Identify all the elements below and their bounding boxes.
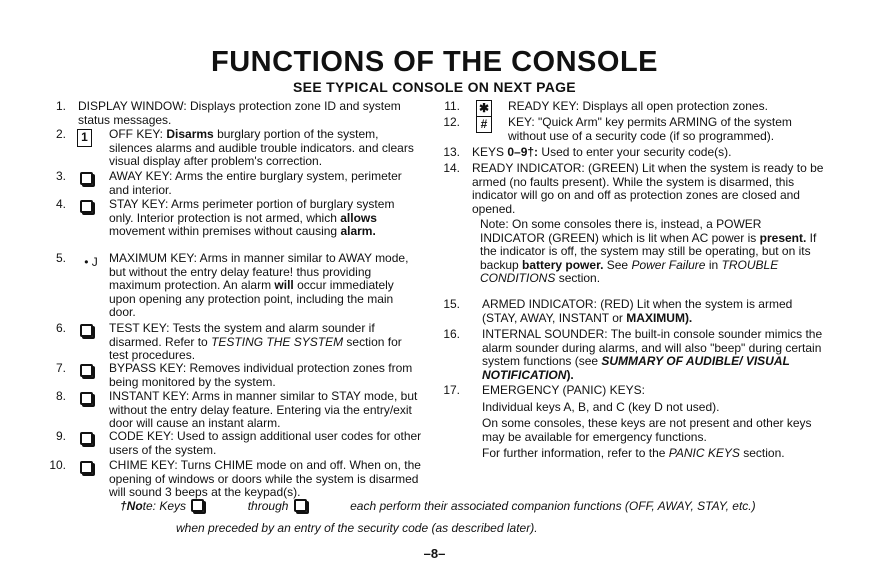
item-text: INSTANT KEY: Arms in manner similar to STAY mode, but without the entry delay feature. Entering via the entry/exit door will cause an instant alarm. xyxy=(109,389,418,430)
item-number: 17. xyxy=(443,383,460,397)
list-item-internal-sounder xyxy=(436,328,828,384)
page-subtitle: SEE TYPICAL CONSOLE ON NEXT PAGE xyxy=(293,79,576,95)
list-item-ready-key xyxy=(436,100,828,116)
page-title: FUNCTIONS OF THE CONSOLE xyxy=(211,46,658,78)
list-item-armed-indicator xyxy=(436,298,828,328)
list-item-number-keys xyxy=(436,146,828,162)
item-number: 10. xyxy=(49,458,66,472)
item-text: CHIME KEY: Turns CHIME mode on and off. When on, the opening of windows or doors while the system is disarmed will sound 3 beeps at the keypad(s). xyxy=(109,458,421,499)
pound-key-icon: # xyxy=(476,116,492,133)
key-square-icon xyxy=(191,499,204,512)
list-item-code-key xyxy=(40,430,422,459)
item-text: BYPASS KEY: Removes individual protection zones from being monitored by the system. xyxy=(109,361,413,389)
maximum-key-icon: • J xyxy=(84,255,98,269)
emergency-keys-detail: For further information, refer to the PANIC KEYS section. xyxy=(482,446,785,460)
item-text: KEYS 0–9†: Used to enter your security code(s). xyxy=(472,145,732,159)
list-item-emergency-keys xyxy=(436,384,828,461)
list-item-maximum-key xyxy=(40,252,422,322)
star-key-icon: ✱ xyxy=(476,100,492,117)
item-text: KEY: "Quick Arm" key permits ARMING of the system without use of a security code (if so programmed). xyxy=(508,115,792,143)
item-text: MAXIMUM KEY: Arms in manner similar to AWAY mode, but without the entry delay feature! thus providing maximum protection. An alarm will occur immediately upon opening any protection point, including the main door. xyxy=(109,251,409,319)
item-number: 8. xyxy=(55,389,66,403)
list-item-quick-arm-key xyxy=(436,116,828,146)
item-number: 15. xyxy=(443,297,460,311)
item-text: EMERGENCY (PANIC) KEYS: xyxy=(482,383,645,397)
item-text: READY KEY: Displays all open protection zones. xyxy=(508,99,768,113)
item-number: 9. xyxy=(55,429,66,443)
list-item-away-key xyxy=(40,170,422,198)
list-item-display-window xyxy=(40,100,422,128)
list-item-stay-key xyxy=(40,198,422,252)
item-number: 16. xyxy=(443,327,460,341)
item-number: 2. xyxy=(55,127,66,141)
list-item-bypass-key xyxy=(40,362,422,390)
chime-key-icon xyxy=(80,461,93,474)
item-number: 14. xyxy=(443,161,460,175)
item-number: 7. xyxy=(55,361,66,375)
emergency-keys-detail: On some consoles, these keys are not present and other keys may be available for emergency functions. xyxy=(482,416,812,444)
page-number: –8– xyxy=(423,546,446,561)
test-key-icon xyxy=(80,324,93,337)
code-key-icon xyxy=(80,432,93,445)
item-text: READY INDICATOR: (GREEN) Lit when the system is ready to be armed (no faults present). While the system is disarmed, this indicator will go on and off as protection zones are closed and opened. xyxy=(472,161,824,216)
right-column xyxy=(436,100,828,461)
instant-key-icon xyxy=(80,392,93,405)
item-text: ARMED INDICATOR: (RED) Lit when the system is armed (STAY, AWAY, INSTANT or MAXIMUM). xyxy=(482,297,793,325)
item-number: 5. xyxy=(55,251,66,265)
item-number: 13. xyxy=(443,145,460,159)
list-item-chime-key xyxy=(40,459,422,500)
item-number: 12. xyxy=(443,115,460,129)
footnote-mark: †No xyxy=(120,499,143,513)
bypass-key-icon xyxy=(80,364,93,377)
footnote: †Note: Keys through each perform their associated companion functions (OFF, AWAY, STAY, etc.) when preceded by an entry of the security code (as described later). xyxy=(120,499,756,535)
item-number: 1. xyxy=(55,99,66,113)
emergency-keys-detail: Individual keys A, B, and C (key D not used). xyxy=(482,399,720,414)
item-number: 11. xyxy=(444,99,460,113)
away-key-icon xyxy=(80,172,93,185)
item-number: 6. xyxy=(55,321,66,335)
item-text: OFF KEY: Disarms burglary portion of the system, silences alarms and audible trouble indicators. and clears visual display after problem's correction. xyxy=(109,127,414,168)
stay-key-icon xyxy=(80,200,93,213)
item-text: TEST KEY: Tests the system and alarm sounder if disarmed. Refer to TESTING THE SYSTEM section for test procedures. xyxy=(109,321,402,362)
item-number: 4. xyxy=(55,197,66,211)
list-item-instant-key xyxy=(40,390,422,430)
item-text: AWAY KEY: Arms the entire burglary system, perimeter and interior. xyxy=(109,169,402,197)
item-text: CODE KEY: Used to assign additional user codes for other users of the system. xyxy=(109,429,422,457)
list-item-off-key xyxy=(40,128,422,170)
list-item-test-key xyxy=(40,322,422,362)
off-key-icon: 1 xyxy=(77,129,92,147)
item-text: INTERNAL SOUNDER: The built-in console sounder mimics the alarm sounder during alarms, and will also "beep" during certain system functions (see SUMMARY OF AUDIBLE/ VISUAL NOTIFICATION). xyxy=(482,327,823,382)
item-text: STAY KEY: Arms perimeter portion of burglary system only. Interior protection is not armed, which allows movement within premises without causing alarm. xyxy=(109,197,395,238)
power-indicator-note: Note: On some consoles there is, instead, a POWER INDICATOR (GREEN) which is lit when AC power is present. If the indicator is off, the system may still be operating, but on its backup battery power. See Power Failure in TROUBLE CONDITIONS section. xyxy=(480,217,817,285)
left-column xyxy=(40,100,422,500)
list-item-ready-indicator xyxy=(436,162,828,218)
item-text: DISPLAY WINDOW: Displays protection zone ID and system status messages. xyxy=(78,99,401,127)
key-square-icon xyxy=(294,499,307,512)
item-number: 3. xyxy=(55,169,66,183)
